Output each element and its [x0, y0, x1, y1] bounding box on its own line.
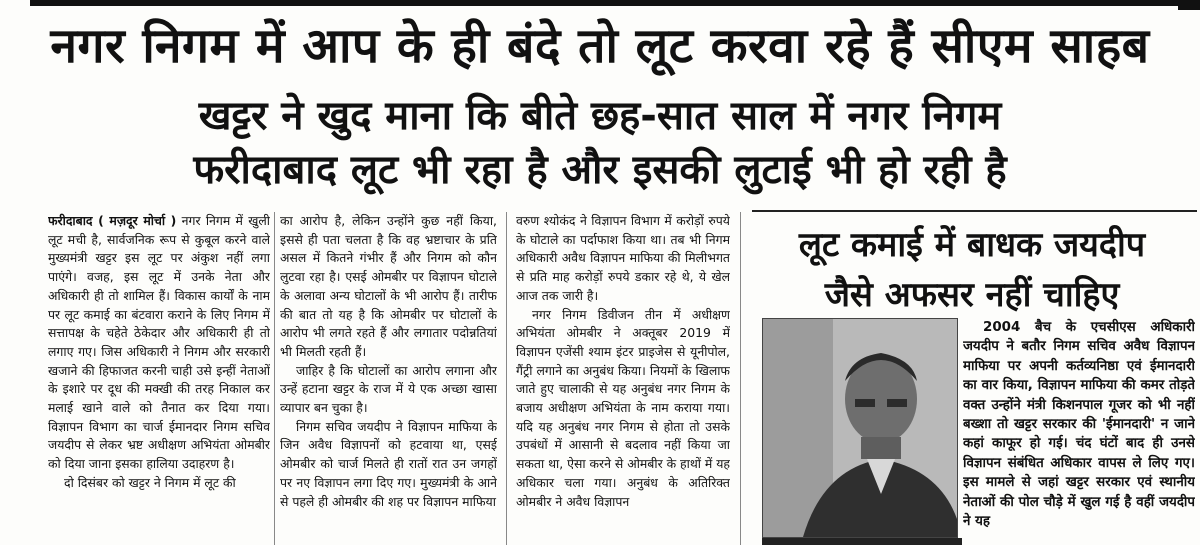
dateline: फरीदाबाद ( मज़दूर मोर्चा ) [48, 213, 177, 228]
paragraph: दो दिसंबर को खट्टर ने निगम में लूट की [64, 474, 236, 490]
subheadline-line-1: खट्टर ने खुद माना कि बीते छह-सात साल में नगर निगम [198, 93, 1002, 139]
paragraph-text: नगर निगम में खुली लूट मची है, सार्वजनिक रूप से कुबूल करने वाले मुख्यमंत्री खट्टर इस लूट पर अंकुश नहीं लगा पाएंगे। वजह, इस लूट में उनके नेता और अधिकारी ही तो शामिल हैं। विकास कार्यों के नाम पर लूट कमाई का बंटवारा कराने के लिए निगम में सत्तापक्ष के चहेते ठेकेदार और अधिकारी ही तो लगाए गए। जिस अधिकारी ने निगम और सरकारी खजाने की हिफाजत करनी चाही उसे इन्हीं नेताओं के इशारे पर दूध की मक्खी की तरह निकाल कर मलाई खाने वाले को तैनात कर दिया गया। विज्ञापन विभाग का चार्ज ईमानदार निगम सचिव जयदीप से लेकर भ्रष्ट अधीक्षण अभियंता ओमबीर को दिया जाना इसका हालिया उदाहरण है। [48, 213, 270, 472]
photo-caption-strip [762, 538, 962, 545]
subheadline-line-2: फरीदाबाद लूट भी रहा है और इसकी लुटाई भी हो रही है [193, 147, 1007, 193]
paragraph: जाहिर है कि घोटालों का आरोप लगाना और उन्हें हटाना खट्टर के राज में ये एक अच्छा खासा व्यापार बन चुका है। [280, 362, 497, 416]
sidebar-title-line-2: जैसे अफसर नहीं चाहिए [824, 275, 1120, 315]
portrait-illustration [763, 319, 957, 537]
headline: नगर निगम में आप के ही बंदे तो लूट करवा रहे हैं सीएम साहब [50, 18, 1150, 74]
sidebar-paragraph: 2004 बैच के एचसीएस अधिकारी जयदीप ने बतौर निगम सचिव अवैध विज्ञापन माफिया पर अपनी कर्तव्यनिष्ठा एवं ईमानदारी का वार किया, विज्ञापन माफिया की कमर तोड़ते वक्त उन्होंने मंत्री किशनपाल गूजर को भी नहीं बख्शा तो खट्टर सरकार की 'ईमानदारी' न जाने कहां काफूर हो गई। चंद घंटों बाद ही उनसे विज्ञापन संबंधित अधिकार वापस ले लिए गए। इस मामले से जहां खट्टर सरकार एवं स्थानीय नेताओं की पोल चौड़े में खुल गई है वहीं जयदीप ने यह [963, 320, 1195, 530]
sidebar-title [752, 220, 1192, 320]
article-column-3 [516, 212, 730, 545]
column-divider [740, 212, 741, 545]
portrait-photo [762, 318, 958, 538]
column-divider [274, 212, 275, 545]
article-column-2 [280, 212, 497, 545]
paragraph: नगर निगम डिवीजन तीन में अधीक्षण अभियंता ओमबीर ने अक्तूबर 2019 में विज्ञापन एजेंसी श्याम इंटर प्राइजेस से यूनीपोल, गैंट्री लगाने का अनुबंध किया। नियमों के खिलाफ जाते हुए चालाकी से यह अनुबंध नगर निगम के बजाय अधीक्षण अभियंता के नाम कराया गया। यदि यह अनुबंध नगर निगम से होता तो उसके उपबंधों में आसानी से बदलाव नहीं किया जा सकता था, ऐसा करने से ओमबीर के हाथों में यह अधिकार चला गया। अनुबंध के अतिरिक्त ओमबीर ने अवैध विज्ञापन [516, 306, 730, 509]
article-column-1 [48, 212, 270, 545]
paragraph [48, 212, 270, 474]
sidebar-text [963, 318, 1195, 545]
top-border [30, 0, 1180, 6]
sidebar-title-line-1: लूट कमाई में बाधक जयदीप [798, 225, 1146, 265]
paragraph: का आरोप है, लेकिन उन्होंने कुछ नहीं किया, इससे ही पता चलता है कि वह भ्रष्टाचार के प्रति असल में कितने गंभीर हैं और निगम को कौन लुटवा रहा है। एसई ओमबीर पर विज्ञापन घोटाले के अलावा अन्य घोटालों के भी आरोप हैं। तारीफ की बात तो यह है कि ओमबीर पर घोटालों के आरोप भी लगते रहते हैं और लगातार पदोन्नतियां भी मिलती रहती हैं। [280, 213, 497, 359]
column-divider [506, 212, 507, 545]
corner-mark [1178, 0, 1200, 10]
paragraph: वरुण श्योकंद ने विज्ञापन विभाग में करोड़ों रुपये के घोटाले का पर्दाफाश किया था। तब भी निगम अधिकारी अवैध विज्ञापन माफिया की मिलीभगत से प्रति माह करोड़ों रुपये डकार रहे थे, ये खेल आज तक जारी है। [516, 213, 730, 303]
paragraph: निगम सचिव जयदीप ने विज्ञापन माफिया के जिन अवैध विज्ञापनों को हटवाया था, एसई ओमबीर को चार्ज मिलते ही रातों रात उन जगहों पर नए विज्ञापन लगा दिए गए। मुख्यमंत्री के आने से पहले ही ओमबीर की शह पर विज्ञापन माफिया [280, 418, 497, 509]
sidebar-top-rule [752, 210, 1197, 212]
